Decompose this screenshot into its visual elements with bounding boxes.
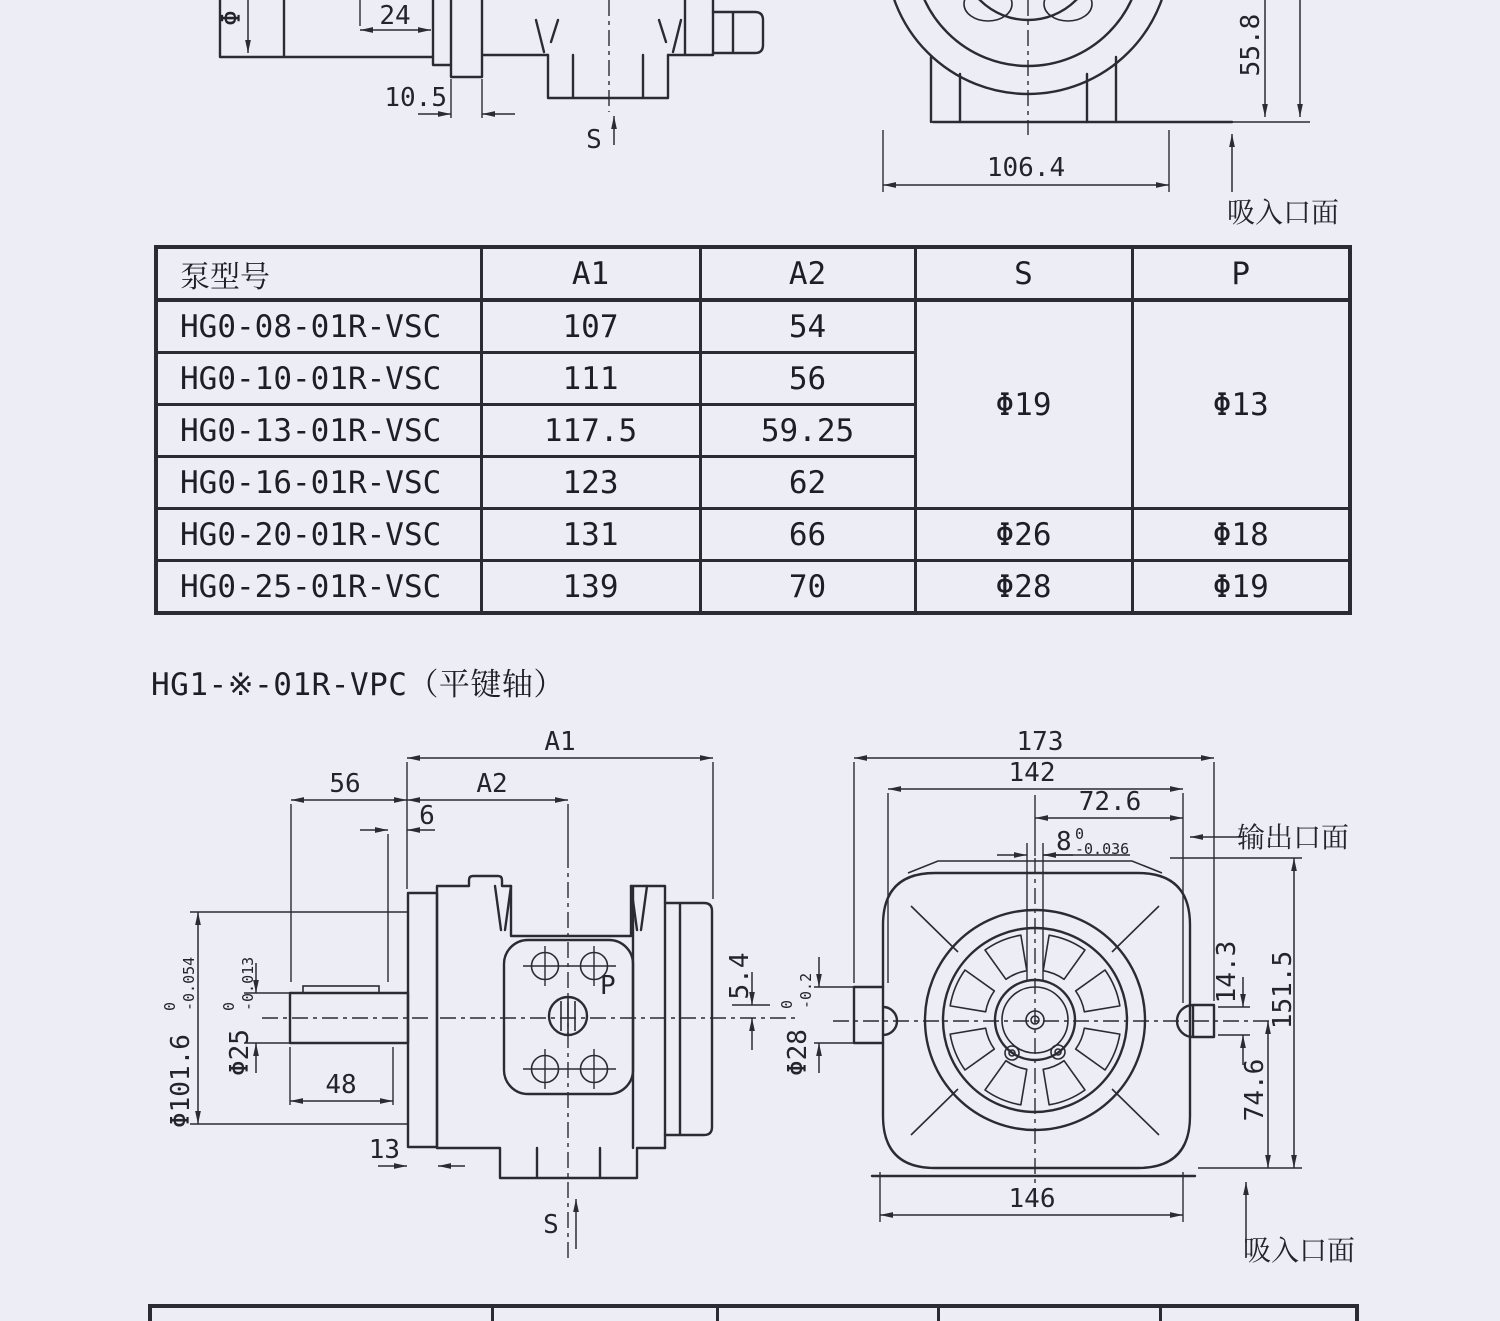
table-row [156, 300, 1350, 353]
hg0-front-view-dims [883, 0, 1339, 229]
table-column-divider [1159, 1308, 1162, 1321]
p-cell: Φ18 [1132, 509, 1350, 561]
dim-146: 146 [1008, 1184, 1056, 1214]
dim-10-5: 10.5 [384, 83, 447, 113]
spec-table [154, 245, 1352, 615]
a1-cell: 123 [481, 457, 700, 509]
hg0-side-view-dims [217, 0, 614, 155]
p-cell: Φ19 [1132, 561, 1350, 614]
col-header-a1: A1 [481, 247, 700, 300]
svg-text:-0.054: -0.054 [180, 956, 198, 1011]
col-header-a2: A2 [700, 247, 915, 300]
table-row [156, 561, 1350, 614]
s-merged-cell: Φ19 [915, 300, 1132, 509]
dim-5-4: 5.4 [725, 952, 755, 1000]
dim-74-6: 74.6 [1240, 1058, 1270, 1122]
table-row [156, 509, 1350, 561]
svg-text:0: 0 [778, 999, 796, 1009]
hg1-side-view-outline [262, 852, 800, 1262]
hg1-side-view [150, 725, 810, 1275]
model-cell: HG0-20-01R-VSC [156, 509, 481, 561]
col-header-s: S [915, 247, 1132, 300]
p-merged-cell: Φ13 [1132, 300, 1350, 509]
table-column-divider [716, 1308, 719, 1321]
a1-cell: 107 [481, 300, 700, 353]
model-cell: HG0-13-01R-VSC [156, 405, 481, 457]
hg1-front-view-outline [833, 843, 1283, 1192]
a2-cell: 62 [700, 457, 915, 509]
dim-142: 142 [1008, 758, 1056, 788]
dim-phi-partial: Φ [217, 10, 247, 26]
hg0-side-view-partial [150, 0, 850, 235]
dim-a1: A1 [544, 727, 576, 757]
svg-text:-0.036: -0.036 [1075, 840, 1130, 858]
dim-24: 24 [379, 1, 411, 31]
suction-face-label: 吸入口面 [1242, 1234, 1356, 1267]
svg-text:Φ28: Φ28 [783, 1029, 813, 1076]
col-header-p: P [1132, 247, 1350, 300]
dim-13: 13 [368, 1135, 400, 1165]
svg-text:-0.013: -0.013 [239, 956, 257, 1011]
hg0-front-view-outline [886, 0, 1232, 135]
label-s-port: S [543, 1210, 559, 1240]
label-p-port: P [600, 971, 616, 1001]
s-cell: Φ28 [915, 561, 1132, 614]
a1-cell: 131 [481, 509, 700, 561]
hg0-front-view-partial [850, 0, 1500, 235]
dim-173: 173 [1016, 727, 1064, 757]
dim-phi101 [161, 957, 198, 1128]
a2-cell: 59.25 [700, 405, 915, 457]
a1-cell: 139 [481, 561, 700, 614]
dim-8 [1056, 825, 1129, 858]
dim-6: 6 [419, 801, 435, 831]
dim-56: 56 [329, 769, 361, 799]
spec-table-body [156, 300, 1350, 613]
model-cell: HG0-25-01R-VSC [156, 561, 481, 614]
model-cell: HG0-10-01R-VSC [156, 353, 481, 405]
a2-cell: 54 [700, 300, 915, 353]
s-cell: Φ26 [915, 509, 1132, 561]
a2-cell: 70 [700, 561, 915, 614]
svg-text:0: 0 [161, 1001, 179, 1011]
dim-106-4: 106.4 [986, 153, 1066, 183]
table-column-divider [491, 1308, 494, 1321]
dim-72-6: 72.6 [1078, 787, 1142, 817]
model-cell: HG0-16-01R-VSC [156, 457, 481, 509]
svg-text:Φ101.6: Φ101.6 [166, 1034, 196, 1128]
dim-14-3: 14.3 [1212, 940, 1242, 1004]
next-table-fragment [148, 1304, 1359, 1321]
svg-text:Φ25: Φ25 [225, 1029, 255, 1076]
hg1-front-view [778, 727, 1390, 1273]
svg-text:0: 0 [1075, 825, 1085, 843]
a1-cell: 111 [481, 353, 700, 405]
table-header-row [156, 247, 1350, 300]
dim-phi25 [220, 957, 257, 1076]
a2-cell: 56 [700, 353, 915, 405]
dim-a2: A2 [476, 769, 508, 799]
section-title: HG1-※-01R-VPC（平键轴） [151, 667, 565, 703]
svg-text:0: 0 [220, 1001, 238, 1011]
suction-face-label: 吸入口面 [1226, 196, 1340, 229]
dim-55-8: 55.8 [1236, 13, 1266, 77]
hg0-side-view-outline [220, 0, 763, 112]
dim-151-5: 151.5 [1268, 950, 1298, 1030]
a2-cell: 66 [700, 509, 915, 561]
model-cell: HG0-08-01R-VSC [156, 300, 481, 353]
col-header-model: 泵型号 [156, 247, 481, 300]
dim-48: 48 [325, 1070, 357, 1100]
a1-cell: 117.5 [481, 405, 700, 457]
table-column-divider [937, 1308, 940, 1321]
svg-text:-0.2: -0.2 [797, 972, 815, 1009]
svg-text:8: 8 [1056, 827, 1072, 857]
output-face-label: 输出口面 [1236, 821, 1350, 854]
hg1-side-view-dims [161, 727, 770, 1249]
label-s-port: S [586, 125, 602, 155]
